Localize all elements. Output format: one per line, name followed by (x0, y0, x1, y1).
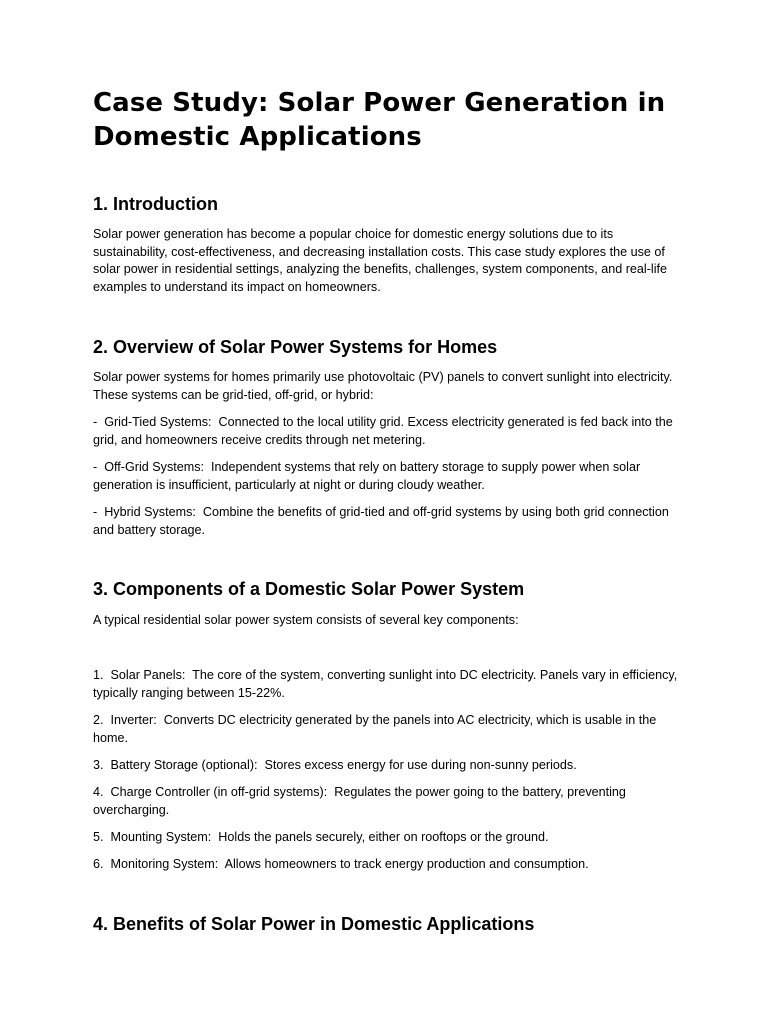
list-item: 2. Inverter: Converts DC electricity generated by the panels into AC electricity, which is usable in the home. (93, 713, 660, 745)
list-item: - Grid-Tied Systems: Connected to the local utility grid. Excess electricity generated is fed back into the grid, and homeowners receive credits through net metering. (93, 415, 677, 447)
list-item: 1. Solar Panels: The core of the system, converting sunlight into DC electricity. Panels vary in efficiency, typically ranging between 15-22%. (93, 668, 681, 700)
section-heading-benefits: 4. Benefits of Solar Power in Domestic Applications (93, 914, 535, 934)
paragraph: Solar power generation has become a popular choice for domestic energy solutions due to its sustainability, cost-effectiveness, and decreasing installation costs. This case study explores the use of solar power in residential settings, analyzing the benefits, challenges, system components, and real-life examples to understand its impact on homeowners. (93, 227, 668, 294)
list-item: 6. Monitoring System: Allows homeowners to track energy production and consumption. (93, 857, 589, 871)
section-heading-components: 3. Components of a Domestic Solar Power System (93, 579, 525, 599)
paragraph: Solar power systems for homes primarily use photovoltaic (PV) panels to convert sunlight into electricity. These systems can be grid-tied, off-grid, or hybrid: (93, 370, 673, 402)
list-item: 5. Mounting System: Holds the panels securely, either on rooftops or the ground. (93, 830, 549, 844)
list-item: 4. Charge Controller (in off-grid systems): Regulates the power going to the battery, preventing overcharging. (93, 785, 630, 817)
list-item: 3. Battery Storage (optional): Stores excess energy for use during non-sunny periods. (93, 758, 577, 772)
list-item: - Hybrid Systems: Combine the benefits of grid-tied and off-grid systems by using both grid connection and battery storage. (93, 505, 673, 537)
paragraph: A typical residential solar power system consists of several key components: (93, 613, 519, 627)
section-heading-introduction: 1. Introduction (93, 194, 218, 214)
list-item: - Off-Grid Systems: Independent systems that rely on battery storage to supply power when solar generation is insufficient, particularly at night or during cloudy weather. (93, 460, 644, 492)
document-title: Case Study: Solar Power Generation in Domestic Applications (93, 88, 666, 152)
section-heading-overview: 2. Overview of Solar Power Systems for Homes (93, 337, 498, 357)
